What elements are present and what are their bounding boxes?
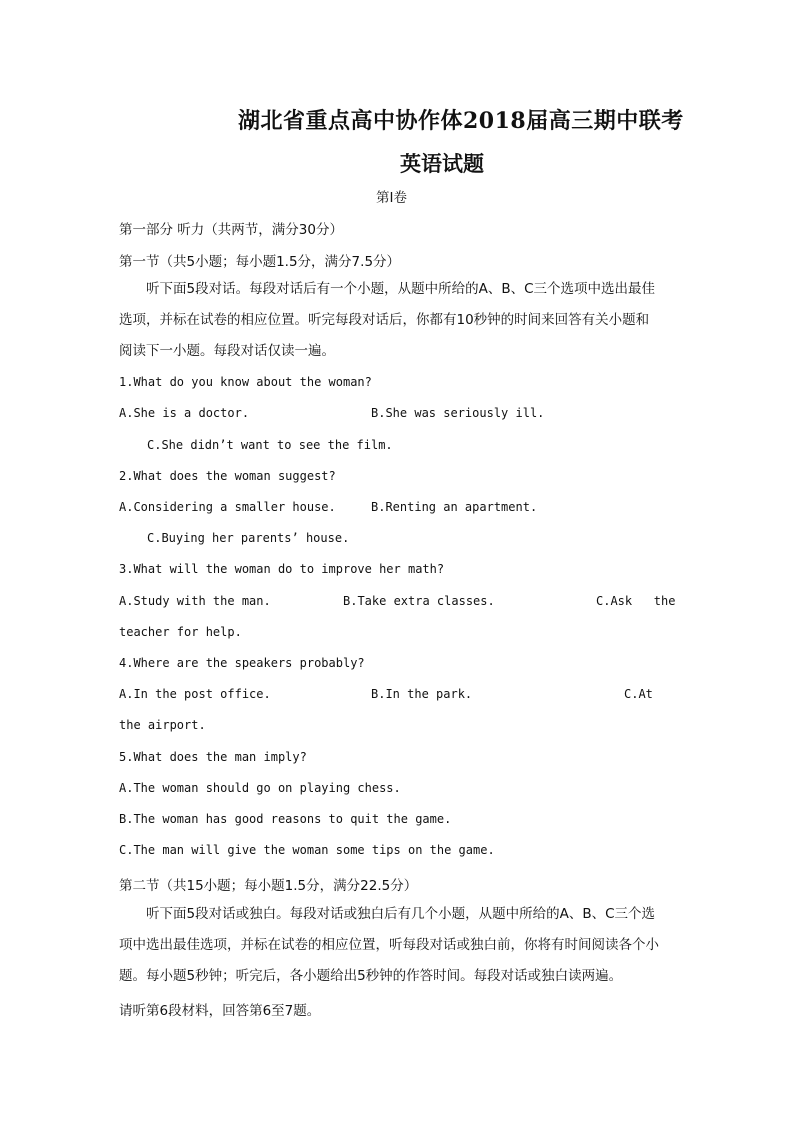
option-b: B.The woman has good reasons to quit the game. — [119, 812, 452, 826]
option-a: A.The woman should go on playing chess. — [119, 781, 401, 795]
listening-prompt: 请听第6段材料，回答第6至7题。 — [119, 1003, 321, 1019]
option-a: A.Considering a smaller house. — [119, 500, 336, 514]
page-title: 湖北省重点高中协作体2018届高三期中联考 — [238, 108, 684, 134]
question-stem: 1.What do you know about the woman? — [119, 375, 372, 389]
volume-label: 第I卷 — [376, 190, 407, 206]
option-b: B.Renting an apartment. — [371, 500, 538, 514]
option-b: B.She was seriously ill. — [371, 406, 545, 420]
option-a: A.In the post office. — [119, 687, 271, 701]
instructions-paragraph — [119, 274, 655, 367]
option-a: A.She is a doctor. — [119, 406, 250, 420]
instructions-paragraph — [119, 899, 659, 992]
part-heading: 第一部分 听力（共两节，满分30分） — [119, 222, 343, 238]
instruction-line: 项中选出最佳选项，并标在试卷的相应位置，听每段对话或独白前，你将有时间阅读各个小 — [119, 937, 659, 953]
instruction-line: 阅读下一小题。每段对话仅读一遍。 — [119, 343, 335, 359]
option-c: C.The man will give the woman some tips on the game. — [119, 843, 495, 857]
option-b: B.Take extra classes. — [343, 594, 495, 608]
instruction-line: 听下面5段对话。每段对话后有一个小题，从题中所给的A、B、C三个选项中选出最佳 — [146, 281, 656, 297]
question-stem: 2.What does the woman suggest? — [119, 469, 336, 483]
option-c-continued: the airport. — [119, 718, 206, 732]
option-c: C.She didn’t want to see the film. — [147, 438, 393, 452]
question-stem: 4.Where are the speakers probably? — [119, 656, 365, 670]
option-c: C.Ask the — [596, 594, 676, 608]
question-stem: 5.What does the man imply? — [119, 750, 307, 764]
question-stem: 3.What will the woman do to improve her math? — [119, 562, 445, 576]
option-b: B.In the park. — [371, 687, 473, 701]
option-c: C.At — [624, 687, 653, 701]
option-c: C.Buying her parents’ house. — [147, 531, 350, 545]
instruction-line: 选项，并标在试卷的相应位置。听完每段对话后，你都有10秒钟的时间来回答有关小题和 — [119, 312, 650, 328]
page-subtitle: 英语试题 — [400, 151, 484, 176]
section-heading: 第一节（共5小题；每小题1.5分，满分7.5分） — [119, 254, 401, 270]
option-c-continued: teacher for help. — [119, 625, 242, 639]
instruction-line: 题。每小题5秒钟；听完后，各小题给出5秒钟的作答时间。每段对话或独白读两遍。 — [119, 968, 623, 984]
instruction-line: 听下面5段对话或独白。每段对话或独白后有几个小题，从题中所给的A、B、C三个选 — [146, 906, 656, 922]
option-a: A.Study with the man. — [119, 594, 271, 608]
section-heading: 第二节（共15小题；每小题1.5分，满分22.5分） — [119, 878, 418, 894]
